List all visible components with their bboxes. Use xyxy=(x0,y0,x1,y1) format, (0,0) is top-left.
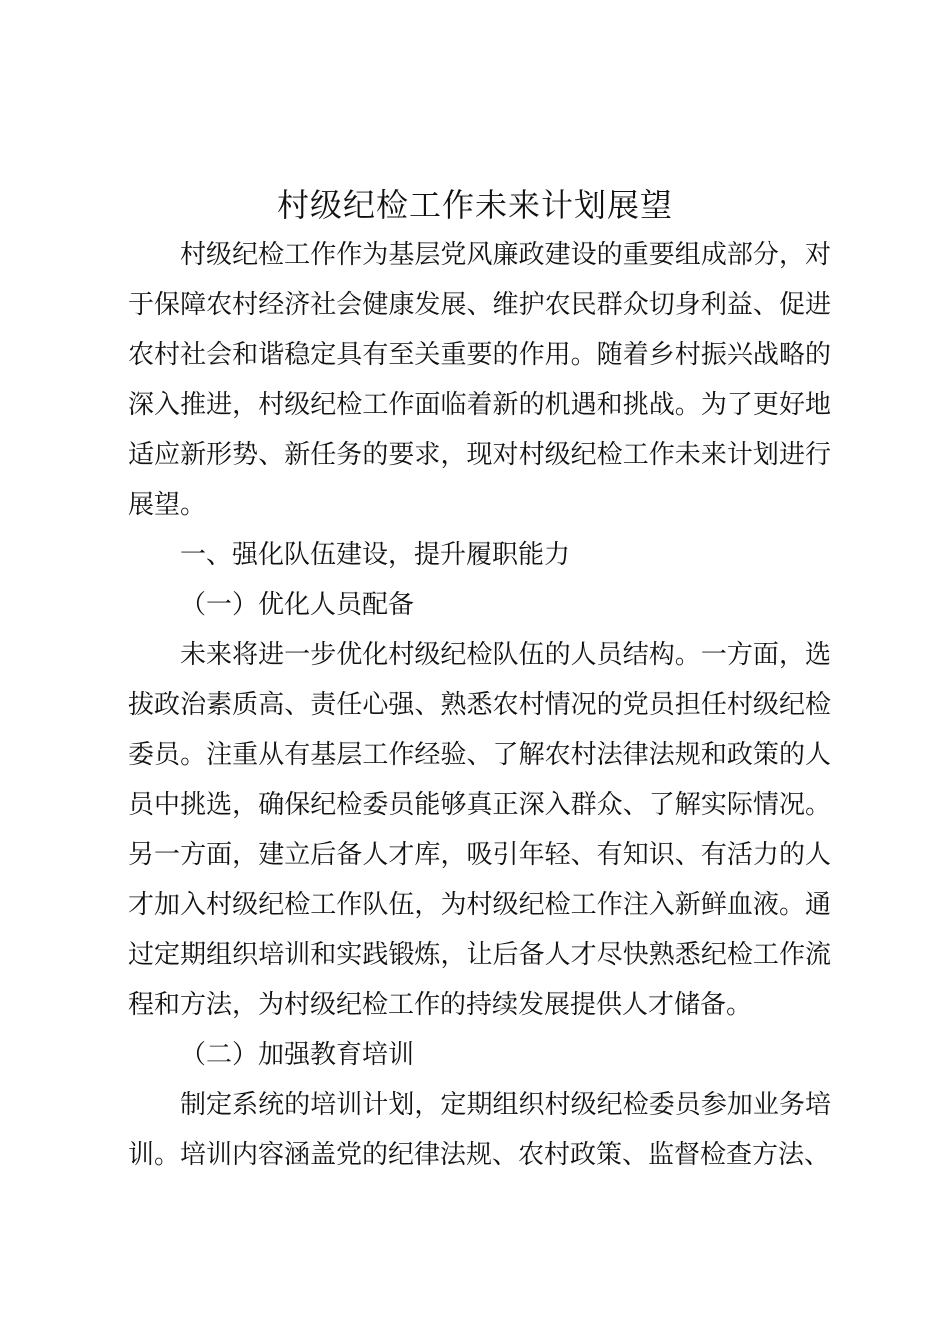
subsection-heading-2: （二）加强教育培训 xyxy=(180,1040,415,1070)
section-heading-1: 一、强化队伍建设，提升履职能力 xyxy=(180,540,571,570)
subsection-heading-1: （一）优化人员配备 xyxy=(180,590,415,620)
body-paragraph-1: 未来将进一步优化村级纪检队伍的人员结构。一方面，选拔政治素质高、责任心强、熟悉农村情况的党员担任村级纪检委员。注重从有基层工作经验、了解农村法律法规和政策的人员中挑选，确保纪检委员能够真正深入群众、了解实际情况。另一方面，建立后备人才库，吸引年轻、有知识、有活力的人才加入村级纪检工作队伍，为村级纪检工作注入新鲜血液。通过定期组织培训和实践锻炼，让后备人才尽快熟悉纪检工作流程和方法，为村级纪检工作的持续发展提供人才储备。 xyxy=(128,640,831,1020)
body-paragraph-2: 制定系统的培训计划，定期组织村级纪检委员参加业务培训。培训内容涵盖党的纪律法规、农村政策、监督检查方法、 xyxy=(128,1090,831,1170)
intro-paragraph: 村级纪检工作作为基层党风廉政建设的重要组成部分，对于保障农村经济社会健康发展、维护农民群众切身利益、促进农村社会和谐稳定具有至关重要的作用。随着乡村振兴战略的深入推进，村级纪检工作面临着新的机遇和挑战。为了更好地适应新形势、新任务的要求，现对村级纪检工作未来计划进行展望。 xyxy=(128,240,831,520)
document-title: 村级纪检工作未来计划展望 xyxy=(276,186,673,224)
document-body xyxy=(128,230,831,1180)
